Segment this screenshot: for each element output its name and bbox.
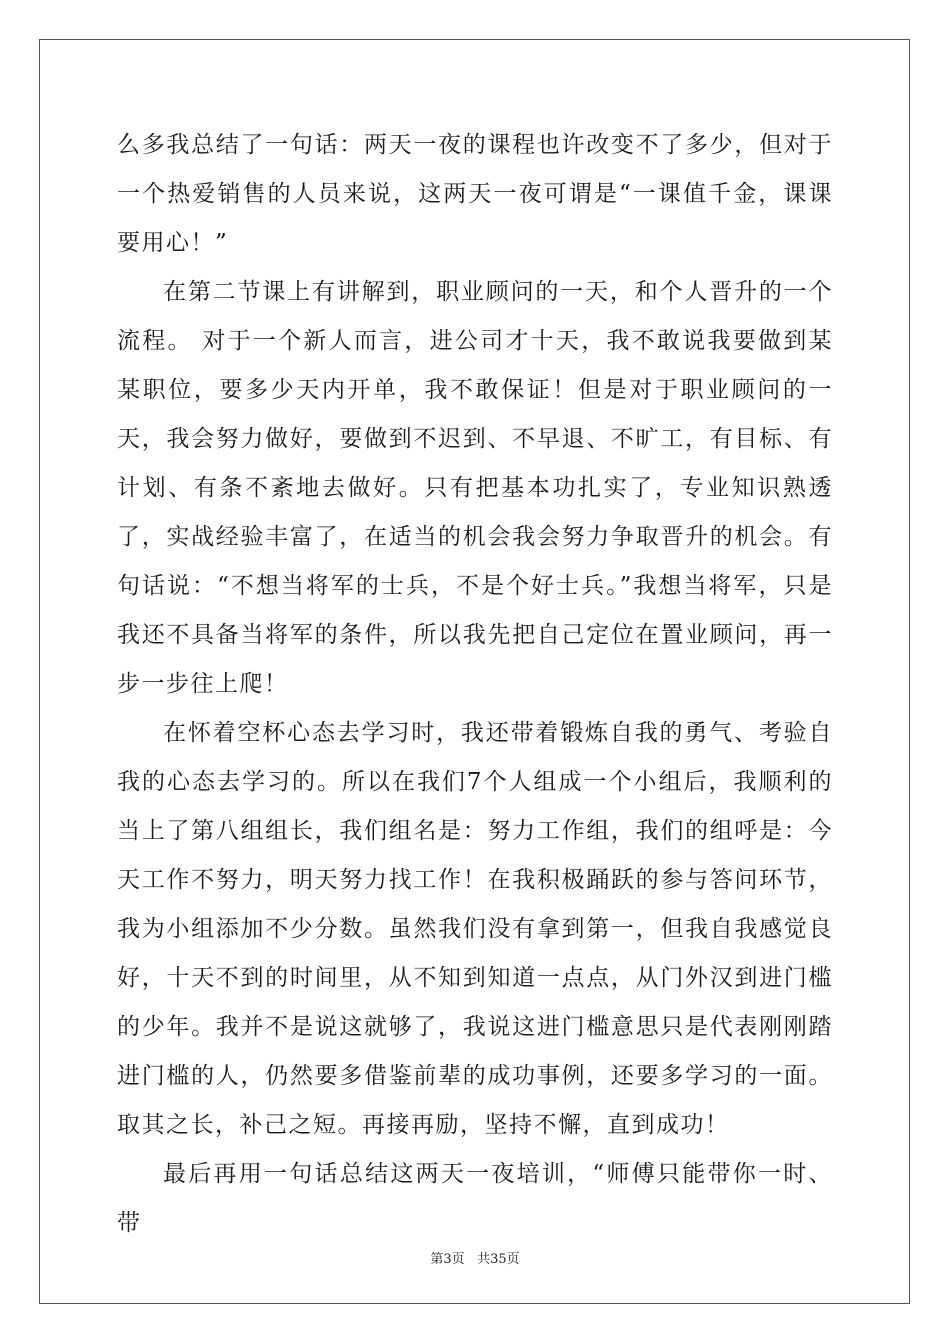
footer-separator [465, 1252, 477, 1267]
paragraph-2: 在第二节课上有讲解到，职业顾问的一天，和个人晋升的一个流程。 对于一个新人而言，进公司才十天，我不敢说我要做到某某职位，要多少天内开单，我不敢保证！但是对于职业顾问的一天，我会努力做好，要做到不迟到、不早退、不旷工，有目标、有计划、有条不紊地去做好。只有把基本功扎实了，专业知识熟透了，实战经验丰富了，在适当的机会我会努力争取晋升的机会。有句话说：“不想当将军的士兵，不是个好士兵。”我想当将军，只是我还不具备当将军的条件，所以我先把自己定位在置业顾问，再一步一步往上爬！ [117, 279, 833, 697]
paragraph-1: 么多我总结了一句话：两天一夜的课程也许改变不了多少，但对于一个热爱销售的人员来说，这两天一夜可谓是“一课值千金，课课要用心！” [117, 132, 833, 256]
page-footer [0, 1248, 950, 1267]
paragraph-3: 在怀着空杯心态去学习时，我还带着锻炼自我的勇气、考验自我的心态去学习的。所以在我们7个人组成一个小组后，我顺利的当上了第八组组长，我们组名是：努力工作组，我们的组呼是：今天工作不努力，明天努力找工作！在我积极踊跃的参与答问环节，我为小组添加不少分数。虽然我们没有拿到第一，但我自我感觉良好，十天不到的时间里，从不知到知道一点点，从门外汉到进门槛的少年。我并不是说这就够了，我说这进门槛意思只是代表刚刚踏进门槛的人，仍然要多借鉴前辈的成功事例，还要多学习的一面。取其之长，补己之短。再接再励，坚持不懈，直到成功！ [117, 720, 833, 1138]
document-body [117, 121, 833, 1248]
page-number: 第3页 [430, 1252, 465, 1267]
paragraph-4: 最后再用一句话总结这两天一夜培训，“师傅只能带你一时、带 [117, 1161, 833, 1236]
page-total: 共35页 [477, 1252, 520, 1267]
